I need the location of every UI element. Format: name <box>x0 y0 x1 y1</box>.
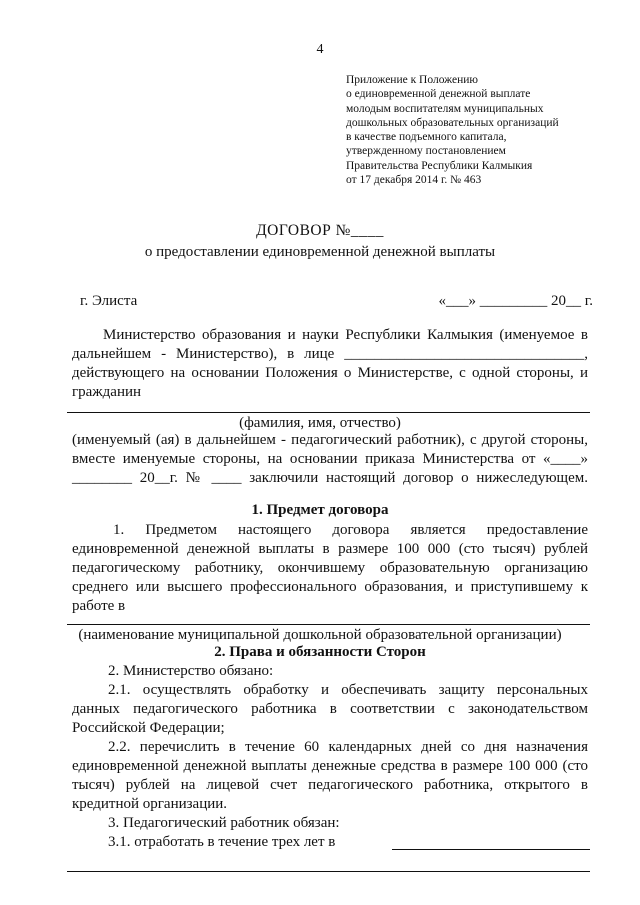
item-2-2-line: единовременной денежной выплаты денежные средства в размере 100 000 (сто <box>72 758 588 774</box>
intro-line: Министерство образования и науки Республики Калмыкия (именуемое в <box>103 327 588 343</box>
section-1-line: работе в <box>72 598 126 614</box>
appendix-block <box>346 73 559 187</box>
page-number: 4 <box>316 42 324 57</box>
section-1-line: среднего или высшего профессионального образования, и приступившему к <box>72 579 588 595</box>
intro-line: дальнейшем - Министерство), в лице ________________________________, <box>72 346 588 362</box>
item-2-2-line: тысяч) рублей на лицевой счет педагогического работника, открытого в <box>72 777 588 793</box>
city: г. Элиста <box>80 293 138 309</box>
item-2-1-line: 2.1. осуществлять обработку и обеспечивать защиту персональных <box>108 682 588 698</box>
ministry-obliged: 2. Министерство обязано: <box>108 663 274 679</box>
appendix-line: в качестве подъемного капитала, <box>346 131 507 144</box>
teacher-obliged: 3. Педагогический работник обязан: <box>108 815 340 831</box>
item-2-1-line: Российской Федерации; <box>72 720 225 736</box>
appendix-line: молодым воспитателям муниципальных <box>346 102 544 115</box>
item-2-1-line: данных педагогического работника в соответствии с законодательством <box>72 701 588 717</box>
appendix-line: о единовременной денежной выплате <box>346 88 531 101</box>
appendix-line: дошкольных образовательных организаций <box>346 116 559 129</box>
section-1-heading: 1. Предмет договора <box>251 502 389 518</box>
item-3-1: 3.1. отработать в течение трех лет в <box>108 834 336 850</box>
party-line: ________ 20__г. № ____ заключили настоящий договор о нижеследующем. <box>72 470 588 486</box>
appendix-line: утвержденному постановлением <box>346 145 506 158</box>
appendix-line: от 17 декабря 2014 г. № 463 <box>346 174 482 187</box>
workplace-blank-line <box>392 849 590 850</box>
contract-title: ДОГОВОР №____ <box>256 222 384 239</box>
org-caption: (наименование муниципальной дошкольной образовательной организации) <box>78 627 562 643</box>
bottom-blank-line <box>67 871 590 872</box>
section-1-line: педагогическому работнику, окончившему образовательную организацию <box>72 560 588 576</box>
appendix-line: Правительства Республики Калмыкия <box>346 159 533 172</box>
section-1-line: единовременной денежной выплаты в размере 100 000 (сто тысяч) рублей <box>72 541 588 557</box>
section-1-line: 1. Предметом настоящего договора является предоставление <box>113 522 588 538</box>
party-line: вместе именуемые стороны, на основании приказа Министерства от «____» <box>72 451 588 467</box>
date-line: «___» _________ 20__ г. <box>438 293 593 309</box>
intro-line: гражданин <box>72 384 142 400</box>
intro-line: действующего на основании Положения о Министерстве, с одной стороны, и <box>72 365 588 381</box>
appendix-line: Приложение к Положению <box>346 74 478 86</box>
section-2-heading: 2. Права и обязанности Сторон <box>214 644 426 660</box>
item-2-2-line: 2.2. перечислить в течение 60 календарных дней со дня назначения <box>108 739 588 755</box>
item-2-2-line: кредитной организации. <box>72 796 228 812</box>
contract-subtitle: о предоставлении единовременной денежной выплаты <box>144 244 496 260</box>
fio-caption: (фамилия, имя, отчество) <box>239 415 401 431</box>
party-line: (именуемый (ая) в дальнейшем - педагогический работник), с другой стороны, <box>72 432 588 448</box>
